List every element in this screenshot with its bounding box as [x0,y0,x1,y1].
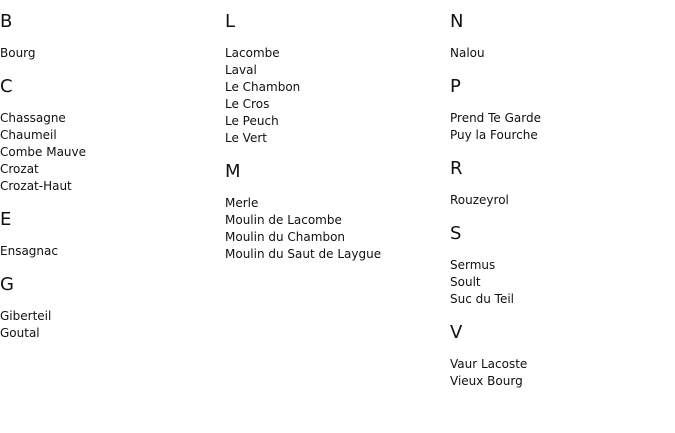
place-list [450,192,670,209]
letter-heading: N [450,11,464,32]
place-link[interactable]: Vieux Bourg [450,374,523,388]
place-list [225,195,445,263]
letter-group-p [450,76,670,144]
place-link[interactable]: Nalou [450,46,485,60]
place-list [0,45,220,62]
place-link[interactable]: Le Chambon [225,80,301,94]
letter-heading: M [225,161,241,182]
place-link[interactable]: Le Peuch [225,114,279,128]
place-link[interactable]: Bourg [0,46,36,60]
place-link[interactable]: Le Cros [225,97,270,111]
letter-heading: P [450,76,461,97]
letter-group-v [450,322,670,390]
letter-heading: B [0,11,13,32]
place-link[interactable]: Goutal [0,326,40,340]
letter-group-g [0,274,220,342]
place-link[interactable]: Giberteil [0,309,52,323]
place-link[interactable]: Le Vert [225,131,267,145]
place-link[interactable]: Suc du Teil [450,292,515,306]
place-link[interactable]: Lacombe [225,46,280,60]
place-link[interactable]: Moulin de Lacombe [225,213,342,227]
letter-group-b [0,11,220,62]
place-list [0,243,220,260]
letter-group-e [0,209,220,260]
place-link[interactable]: Puy la Fourche [450,128,538,142]
place-list [0,110,220,195]
place-list [450,110,670,144]
place-link[interactable]: Vaur Lacoste [450,357,528,371]
letter-heading: R [450,158,463,179]
letter-heading: G [0,274,14,295]
place-link[interactable]: Merle [225,196,259,210]
letter-group-m [225,161,445,263]
place-link[interactable]: Moulin du Saut de Laygue [225,247,382,261]
place-link[interactable]: Rouzeyrol [450,193,509,207]
place-link[interactable]: Laval [225,63,257,77]
place-link[interactable]: Moulin du Chambon [225,230,346,244]
place-link[interactable]: Crozat [0,162,39,176]
place-link[interactable]: Chassagne [0,111,66,125]
letter-heading: S [450,223,462,244]
letter-heading: V [450,322,463,343]
index-column-2 [225,11,445,277]
index-column-3 [450,11,670,404]
place-link[interactable]: Combe Mauve [0,145,87,159]
place-list [450,45,670,62]
letter-heading: L [225,11,236,32]
place-list [225,45,445,147]
letter-group-c [0,76,220,195]
place-link[interactable]: Ensagnac [0,244,58,258]
place-list [0,308,220,342]
place-link[interactable]: Prend Te Garde [450,111,541,125]
place-link[interactable]: Soult [450,275,481,289]
letter-group-n [450,11,670,62]
letter-group-l [225,11,445,147]
letter-heading: E [0,209,12,230]
place-list [450,356,670,390]
letter-group-r [450,158,670,209]
letter-heading: C [0,76,13,97]
place-list [450,257,670,308]
place-link[interactable]: Sermus [450,258,496,272]
letter-group-s [450,223,670,308]
index-column-1 [0,11,220,356]
place-link[interactable]: Chaumeil [0,128,57,142]
place-link[interactable]: Crozat-Haut [0,179,72,193]
